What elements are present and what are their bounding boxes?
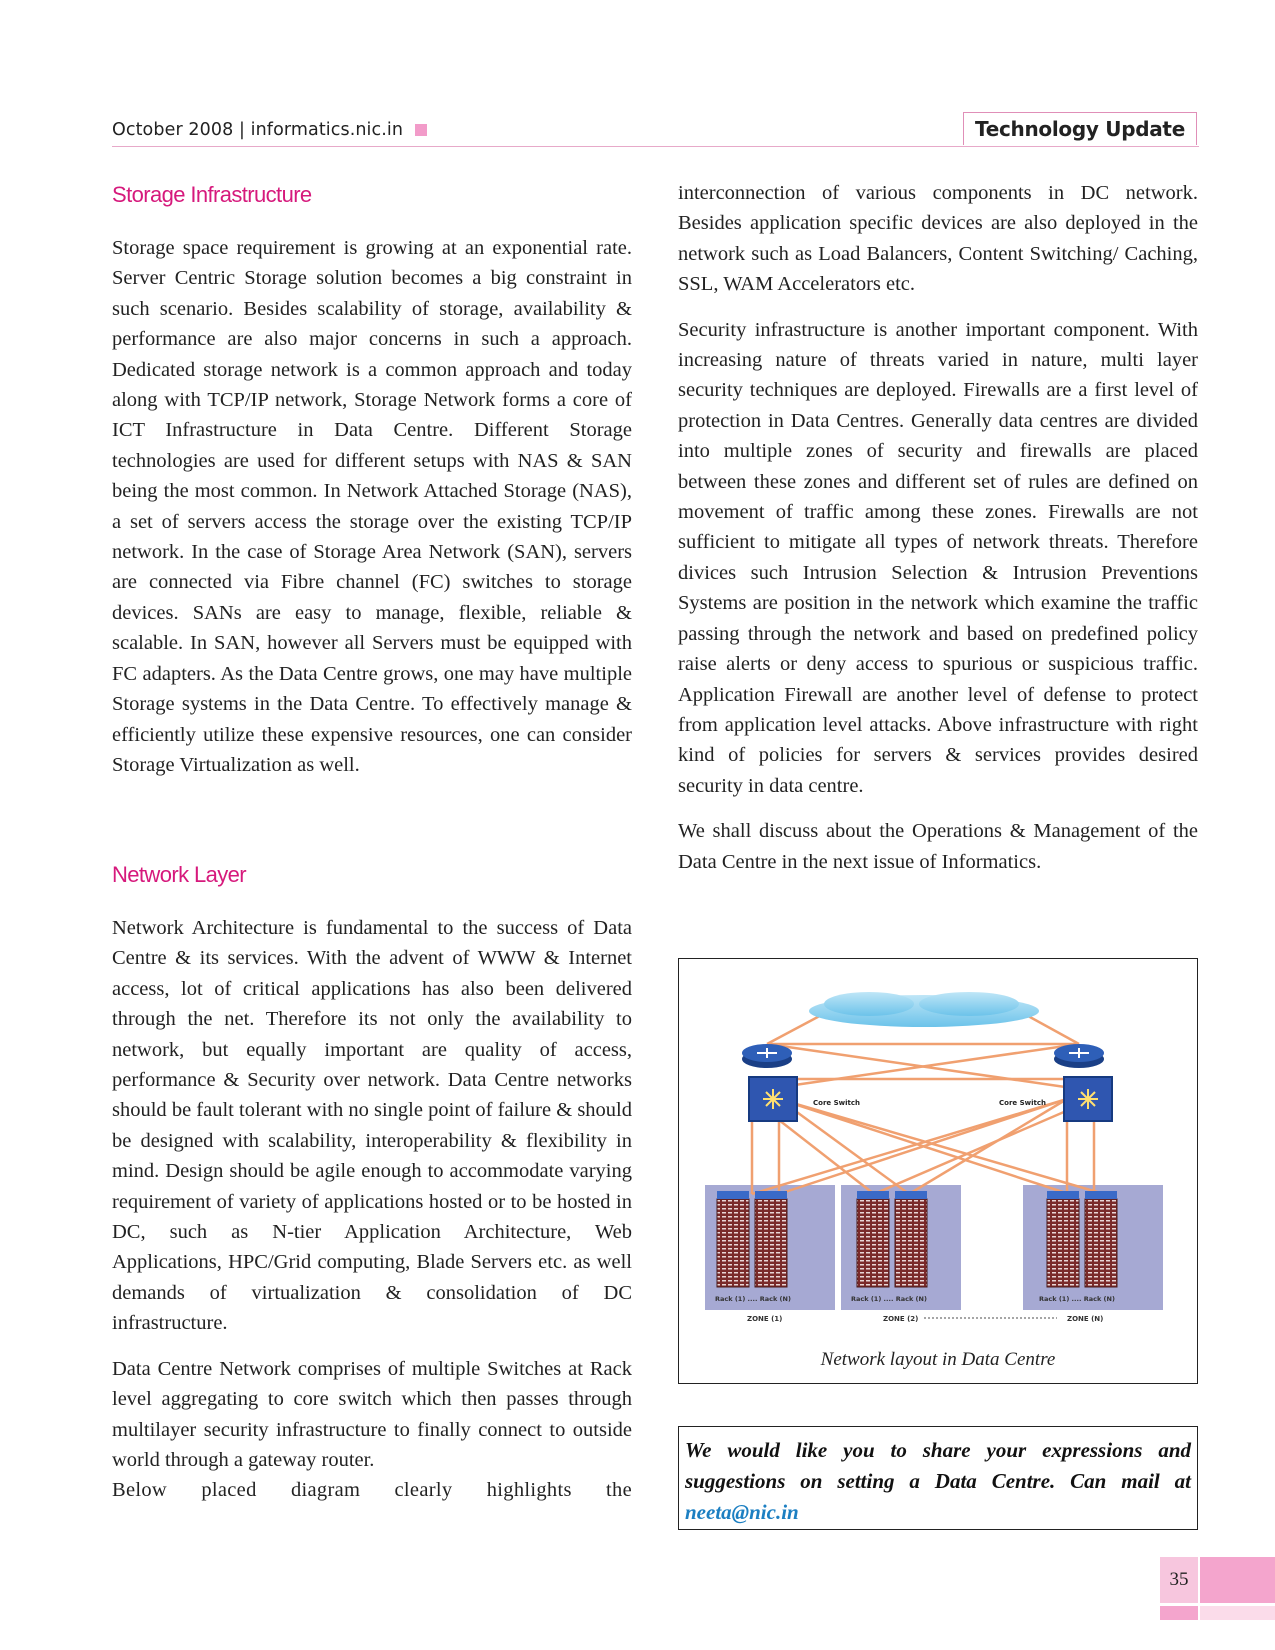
dc-network-paragraph-last-line: Below placed diagram clearly highlights the: [112, 1479, 632, 1502]
feedback-note-box: [678, 1426, 1198, 1530]
rack-icon: [717, 1191, 749, 1287]
internet-cloud-icon: [809, 992, 1039, 1027]
page-corner-strip-light: [1200, 1606, 1275, 1620]
network-diagram-figure: [678, 958, 1198, 1384]
closing-paragraph: We shall discuss about the Operations & Management of the Data Centre in the next issue of Informatics.: [678, 820, 1198, 873]
network-paragraph: Network Architecture is fundamental to the success of Data Centre & its services. With the advent of WWW & Internet access, lot of critical applications has also been delivered through the net. Therefore its not only the availability to network, but equally important are quality of access, performance & Security over network. Data Centre networks should be fault tolerant with no single point of failure & should be designed with scalability, interoperability & flexibility in mind. Design should be agile enough to accommodate varying requirement of variety of applications hosted or to be hosted in DC, such as N-tier Application Architecture, Web Applications, HPC/Grid computing, Blade Servers etc. as well demands of virtualization & consolidation of DC infrastructure.: [112, 917, 632, 1335]
core-switch-left-label: Core Switch: [813, 1099, 860, 1107]
zone-1-label: ZONE (1): [747, 1315, 783, 1323]
rack-icon: [895, 1191, 927, 1287]
page-corner-block: [1200, 1557, 1275, 1603]
rack-icon: [1047, 1191, 1079, 1287]
router-left-icon: [742, 1044, 792, 1068]
network-links: [752, 1011, 1104, 1194]
zone-n-label: ZONE (N): [1067, 1315, 1104, 1323]
page-corner-strip-dark: [1160, 1606, 1198, 1620]
core-switch-right-label: Core Switch: [999, 1099, 1046, 1107]
header-rule: [112, 146, 1199, 147]
network-diagram: [679, 959, 1196, 1382]
rack-label-zone-1: Rack (1) .... Rack (N): [715, 1295, 791, 1303]
security-paragraph: Security infrastructure is another important component. With increasing nature of threats varied in nature, multi layer security techniques are deployed. Firewalls are a first level of protection in Data Centres. Generally data centres are divided into multiple zones of security and firewalls are placed between these zones and different set of rules are defined on movement of traffic among these zones. Firewalls are not sufficient to mitigate all types of network threats. Therefore divices such Intrusion Selection & Intrusion Preventions Systems are position in the network which examine the traffic passing through the network and based on predefined policy raise alerts or deny access to spurious or suspicious traffic. Application Firewall are another level of defense to protect from application level attacks. Above infrastructure with right kind of policies for servers & services provides desired security in data centre.: [678, 318, 1198, 797]
section-label: Technology Update: [963, 112, 1197, 145]
header-issue-info: [112, 120, 427, 140]
core-switch-right-icon: [1064, 1077, 1112, 1121]
header-issue-text: October 2008 | informatics.nic.in: [112, 120, 404, 140]
storage-paragraph: Storage space requirement is growing at an exponential rate. Server Centric Storage solution becomes a big constraint in such scenario. Besides scalability of storage, availability & performance are also major concerns in such a approach. Dedicated storage network is a common approach and today along with TCP/IP network, Storage Network forms a core of ICT Infrastructure in Data Centre. Different Storage technologies are used for different setups with NAS & SAN being the most common. In Network Attached Storage (NAS), a set of servers access the storage over the existing TCP/IP network. In the case of Storage Area Network (SAN), servers are connected via Fibre channel (FC) switches to storage devices. SANs are easy to manage, flexible, reliable & scalable. In SAN, however all Servers must be equipped with FC adapters. As the Data Centre grows, one may have multiple Storage systems in the Data Centre. To effectively manage & efficiently utilize these expensive resources, one can consider Storage Virtualization as well.: [112, 237, 632, 776]
feedback-note-text: We would like you to share your expressions and suggestions on setting a Data Centre. Can mail at: [685, 1438, 1191, 1493]
rack-icon: [1085, 1191, 1117, 1287]
heading-storage-infrastructure: Storage Infrastructure: [112, 182, 312, 207]
right-column: [678, 178, 1198, 877]
racks: [717, 1191, 1117, 1287]
page-number: 35: [1160, 1557, 1198, 1603]
left-column-top: [112, 233, 632, 780]
pink-square-icon: [415, 124, 427, 136]
interconnection-paragraph: interconnection of various components in DC network. Besides application specific devices are also deployed in the network such as Load Balancers, Content Switching/ Caching, SSL, WAM Accelerators etc.: [678, 182, 1198, 296]
core-switch-left-icon: [749, 1077, 797, 1121]
dc-network-paragraph: Data Centre Network comprises of multiple Switches at Rack level aggregating to core switch which then passes through multilayer security infrastructure to finally connect to outside world through a gateway router.: [112, 1357, 632, 1471]
rack-icon: [857, 1191, 889, 1287]
heading-network-layer: Network Layer: [112, 862, 247, 887]
figure-caption: Network layout in Data Centre: [820, 1349, 1056, 1370]
feedback-email-link[interactable]: neeta@nic.in: [685, 1500, 799, 1524]
rack-label-zone-2: Rack (1) .... Rack (N): [851, 1295, 927, 1303]
left-column-bottom: [112, 913, 632, 1506]
rack-label-zone-n: Rack (1) .... Rack (N): [1039, 1295, 1115, 1303]
router-right-icon: [1054, 1044, 1104, 1068]
zone-2-label: ZONE (2): [883, 1315, 919, 1323]
rack-icon: [755, 1191, 787, 1287]
